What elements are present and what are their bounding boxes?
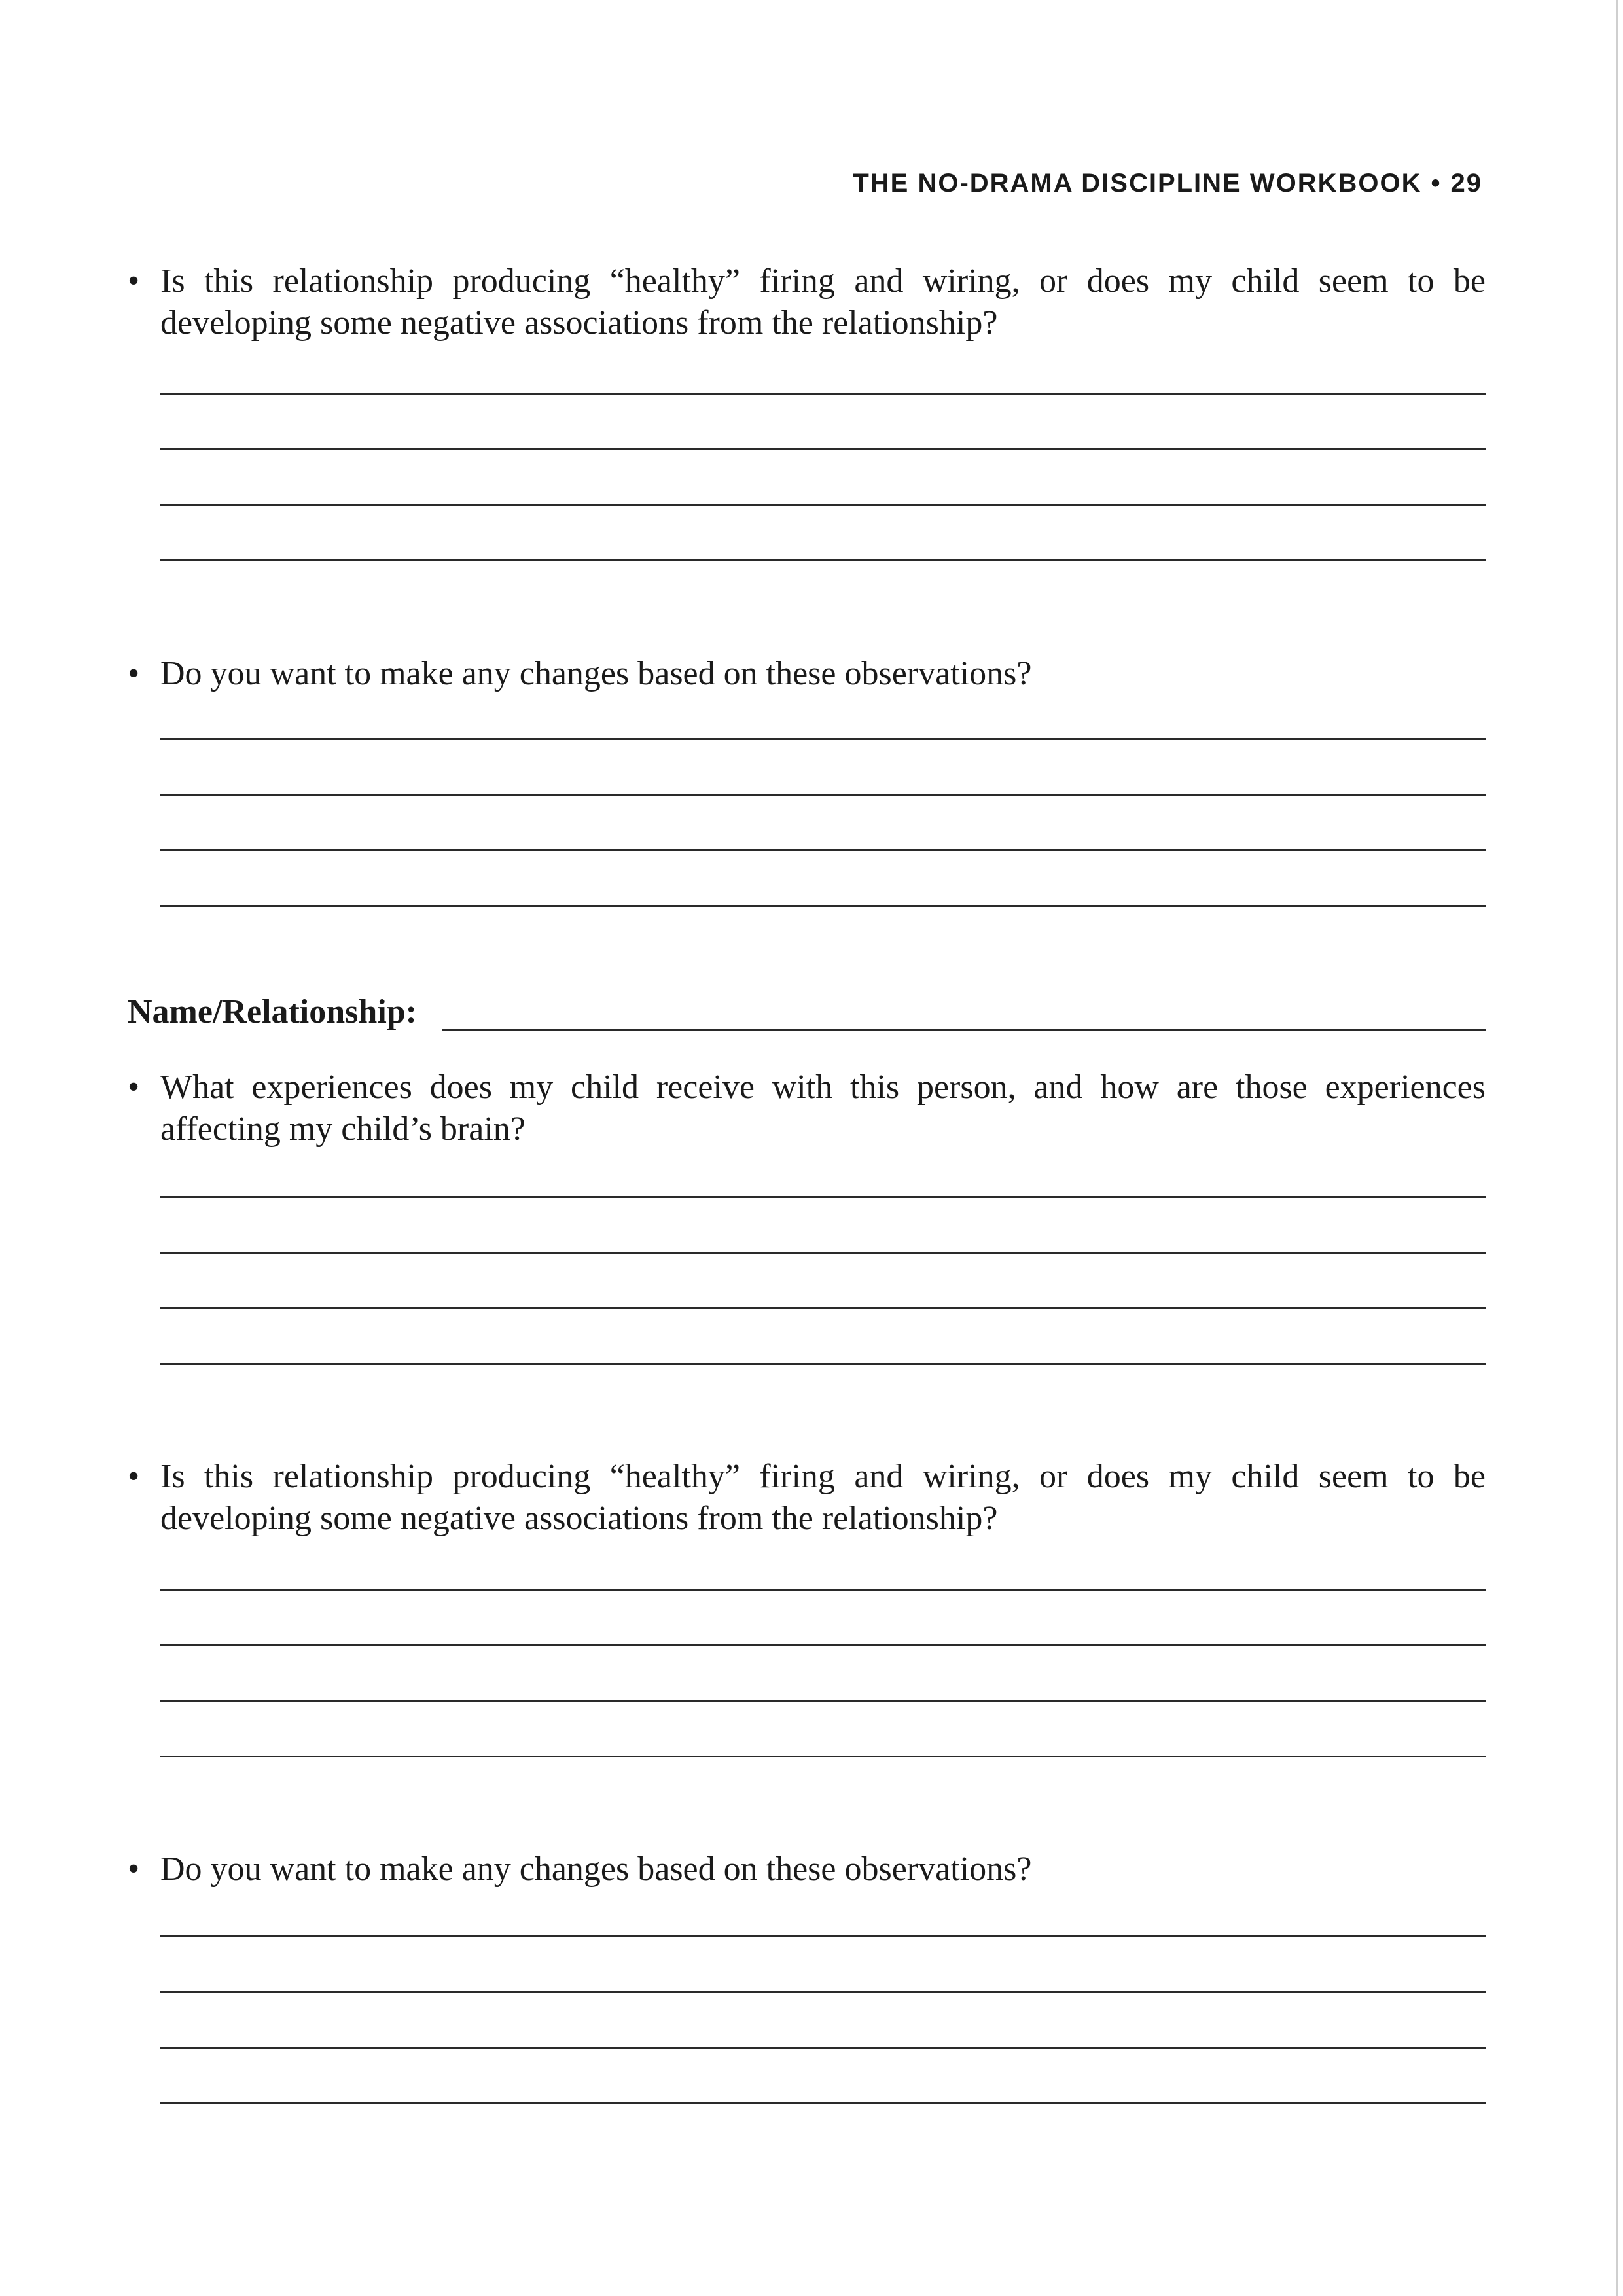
answer-line[interactable] — [160, 738, 1486, 740]
bullet-icon: • — [128, 1069, 140, 1106]
prompt-text: Do you want to make any changes based on these observations? — [160, 1850, 1032, 1888]
bullet-icon: • — [128, 262, 140, 300]
running-header — [785, 169, 1482, 198]
answer-line[interactable] — [160, 393, 1486, 395]
name-relationship-field — [128, 991, 1486, 1037]
answer-line[interactable] — [160, 1991, 1486, 1993]
answer-line[interactable] — [160, 559, 1486, 561]
prompt-item — [128, 1456, 1486, 1540]
answer-line[interactable] — [160, 2102, 1486, 2104]
answer-line[interactable] — [160, 448, 1486, 450]
header-separator: • — [1431, 169, 1442, 198]
answer-line[interactable] — [160, 2047, 1486, 2049]
prompt-text: Do you want to make any changes based on these observations? — [160, 655, 1032, 692]
prompt-text: What experiences does my child receive with this person, and how are those experiences affecting my child’s brain? — [160, 1069, 1486, 1148]
prompt-text: Is this relationship producing “healthy” firing and wiring, or does my child seem to be developing some negative associations from the relationship? — [160, 1458, 1486, 1537]
answer-line[interactable] — [160, 1307, 1486, 1309]
prompt-text: Is this relationship producing “healthy” firing and wiring, or does my child seem to be developing some negative associations from the relationship? — [160, 262, 1486, 342]
answer-line[interactable] — [160, 1589, 1486, 1591]
page-number: 29 — [1450, 169, 1482, 198]
answer-line[interactable] — [160, 794, 1486, 796]
prompt-item — [128, 653, 1486, 695]
answer-line[interactable] — [160, 1644, 1486, 1646]
name-relationship-input-line[interactable] — [442, 1029, 1486, 1031]
name-relationship-label: Name/Relationship: — [128, 993, 417, 1031]
answer-line[interactable] — [160, 849, 1486, 851]
bullet-icon: • — [128, 655, 140, 692]
answer-line[interactable] — [160, 1935, 1486, 1937]
bullet-icon: • — [128, 1850, 140, 1888]
book-title: THE NO-DRAMA DISCIPLINE WORKBOOK — [853, 169, 1422, 198]
bullet-icon: • — [128, 1458, 140, 1495]
prompt-item — [128, 1848, 1486, 1890]
answer-line[interactable] — [160, 504, 1486, 506]
answer-line[interactable] — [160, 1196, 1486, 1198]
prompt-item — [128, 260, 1486, 344]
answer-line[interactable] — [160, 1700, 1486, 1702]
answer-line[interactable] — [160, 905, 1486, 907]
page-edge — [1616, 0, 1618, 2296]
answer-line[interactable] — [160, 1252, 1486, 1254]
answer-line[interactable] — [160, 1363, 1486, 1365]
answer-line[interactable] — [160, 1756, 1486, 1757]
prompt-item — [128, 1067, 1486, 1150]
